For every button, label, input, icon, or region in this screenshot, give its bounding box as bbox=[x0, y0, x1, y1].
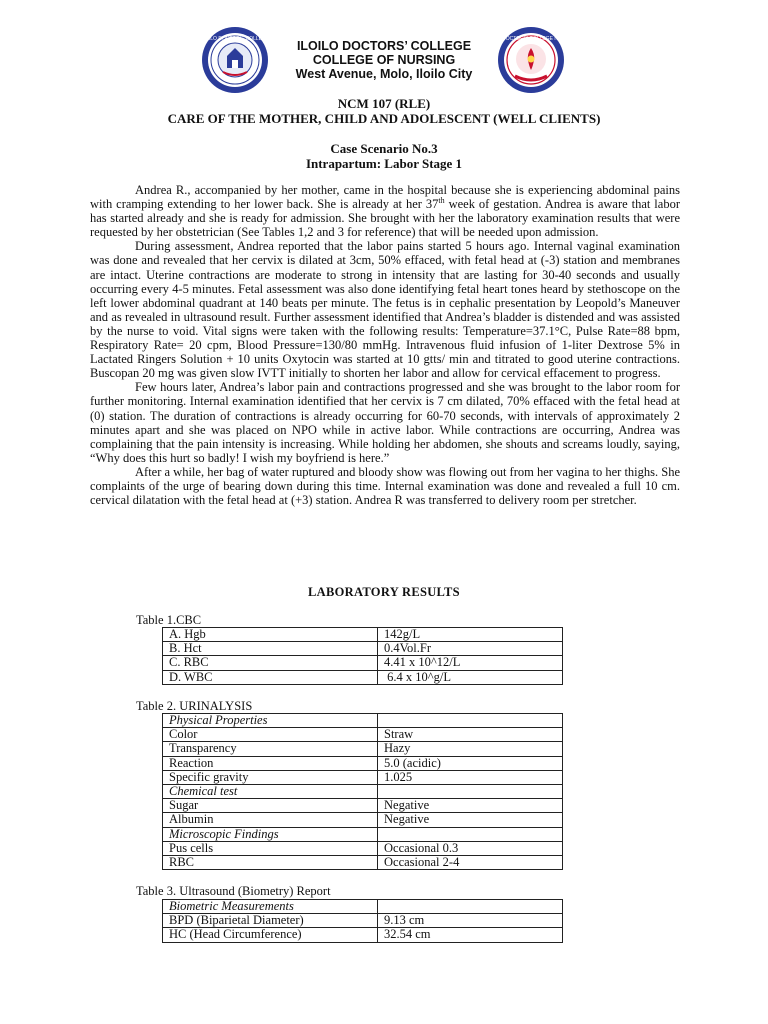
case-number: Case Scenario No.3 bbox=[330, 141, 438, 156]
value-cell: Occasional 0.3 bbox=[378, 841, 563, 855]
table-row bbox=[163, 914, 563, 928]
college-address: West Avenue, Molo, Iloilo City bbox=[295, 67, 473, 81]
label-cell: Albumin bbox=[163, 813, 378, 827]
case-title: Intrapartum: Labor Stage 1 bbox=[305, 156, 463, 171]
seal-text: ILOILO DOCTORS' COLLEGE NURSING bbox=[484, 36, 578, 42]
table-row bbox=[163, 742, 563, 756]
table-row bbox=[163, 799, 563, 813]
value-cell: 1.025 bbox=[378, 770, 563, 784]
table-1-caption: Table 1.CBC bbox=[136, 613, 202, 627]
case-narrative bbox=[90, 183, 680, 507]
label-cell: RBC bbox=[163, 855, 378, 869]
value-cell bbox=[378, 714, 563, 728]
label-cell: Color bbox=[163, 728, 378, 742]
table-row bbox=[163, 628, 563, 642]
label-cell: C. RBC bbox=[163, 656, 378, 670]
label-cell: Reaction bbox=[163, 756, 378, 770]
value-cell: 4.41 x 10^12/L bbox=[378, 656, 563, 670]
value-cell: 6.4 x 10^g/L bbox=[378, 670, 563, 684]
table-row bbox=[163, 714, 563, 728]
laboratory-results-heading: LABORATORY RESULTS bbox=[308, 585, 460, 599]
value-cell bbox=[378, 784, 563, 798]
paragraph-2: During assessment, Andrea reported that the labor pains started 5 hours ago. Internal vaginal examination was done and revealed that her cervix is dilated at 3cm, 50% effaced, with fetal head at (-3) station and membranes are intact. Uterine contractions are moderate to strong in intensity that are lasting for 30-40 seconds and usually occurring every 4-5 minutes. Fetal assessment was also done identifying fetal heart tones heard by stethoscope on the left lower abdominal quadrant at 140 beats per minute. The fetus is in cephalic presentation by Leopold’s Maneuver and as revealed in ultrasound result. Further assessment identified that Andrea’s bladder is distended and was assisted by the nurse to void. Vital signs were taken with the following results: Temperature=37.1°C, Pulse Rate=88 bpm, Respiratory Rate= 20 cpm, Blood Pressure=130/80 mmHg. Intravenous fluid infusion of 1-liter Dextrose 5% in Lactated Ringers Solution + 10 units Oxytocin was started at 10 gtts/ min and titrated to good uterine contractions. Buscopan 20 mg was given slow IVTT initially to shorten her labor and allow for cervical effacement to progress. bbox=[90, 239, 680, 381]
table-row bbox=[163, 928, 563, 942]
paragraph-1-part-a: Andrea R., accompanied by her mother, came in the hospital because she is experiencing abdominal pains with cramping extending to her lower back. She is already at her 37 bbox=[90, 183, 680, 212]
table-row bbox=[163, 855, 563, 869]
label-cell: B. Hct bbox=[163, 642, 378, 656]
urinalysis-table bbox=[162, 713, 563, 870]
label-cell: HC (Head Circumference) bbox=[163, 928, 378, 942]
value-cell: Straw bbox=[378, 728, 563, 742]
value-cell: Occasional 2-4 bbox=[378, 855, 563, 869]
table-row bbox=[163, 770, 563, 784]
table-row bbox=[163, 756, 563, 770]
value-cell bbox=[378, 827, 563, 841]
paragraph-1 bbox=[90, 183, 680, 239]
cbc-table bbox=[162, 627, 563, 685]
table-row bbox=[163, 728, 563, 742]
table-2-caption: Table 2. URINALYSIS bbox=[136, 699, 253, 713]
section-label-cell: Chemical test bbox=[163, 784, 378, 798]
value-cell: 0.4Vol.Fr bbox=[378, 642, 563, 656]
label-cell: D. WBC bbox=[163, 670, 378, 684]
college-name: ILOILO DOCTORS’ COLLEGE bbox=[296, 39, 472, 53]
ultrasound-table bbox=[162, 899, 563, 943]
label-cell: Transparency bbox=[163, 742, 378, 756]
paragraph-4: After a while, her bag of water ruptured and bloody show was flowing out from her vagina to her thighs. She complaints of the urge of bearing down during this time. Internal examination was done and revealed a full 10 cm. cervical dilatation with the fetal head at (+3) station. Andrea R was transferred to delivery room per stretcher. bbox=[90, 464, 681, 508]
value-cell: 32.54 cm bbox=[378, 928, 563, 942]
table-row bbox=[163, 642, 563, 656]
paragraph-1-part-b: week of gestation. Andrea is aware that labor has started already and she is ready for admission. She brought with her the laboratory examination results that were requested by her obstetrician (See Tables 1,2 and 3 for reference) that will be needed upon admission. bbox=[90, 197, 680, 240]
value-cell: 9.13 cm bbox=[378, 914, 563, 928]
label-cell: Specific gravity bbox=[163, 770, 378, 784]
ordinal-suffix: th bbox=[438, 195, 445, 205]
label-cell: Pus cells bbox=[163, 841, 378, 855]
paragraph-3: Few hours later, Andrea’s labor pain and contractions progressed and she was brought to the labor room for further monitoring. Internal examination identified that her cervix is 7 cm dilated, 70% effaced with the fetal head at (0) station. The duration of contractions is already occurring for 60-70 seconds, with intervals of approximately 2 minutes apart and she was placed on NPO while in active labor. While contractions are occurring, Andrea was complaining that the pain intensity is increasing. While holding her abdomen, she shouts and screams loudly, saying, “Why does this hurt so badly! I wish my boyfriend is here.” bbox=[90, 380, 680, 465]
section-label-cell: Microscopic Findings bbox=[163, 827, 378, 841]
value-cell: 5.0 (acidic) bbox=[378, 756, 563, 770]
course-title: CARE OF THE MOTHER, CHILD AND ADOLESCENT (WELL CLIENTS) bbox=[167, 111, 601, 126]
seal-text: ILOILO DOCTORS' COLLEGE bbox=[200, 36, 270, 42]
table-row bbox=[163, 784, 563, 798]
table-row bbox=[163, 656, 563, 670]
table-row bbox=[163, 841, 563, 855]
table-row bbox=[163, 827, 563, 841]
label-cell: A. Hgb bbox=[163, 628, 378, 642]
value-cell: Hazy bbox=[378, 742, 563, 756]
value-cell bbox=[378, 900, 563, 914]
value-cell: Negative bbox=[378, 813, 563, 827]
table-3-caption: Table 3. Ultrasound (Biometry) Report bbox=[136, 884, 331, 898]
table-row bbox=[163, 813, 563, 827]
section-label-cell: Physical Properties bbox=[163, 714, 378, 728]
section-label-cell: Biometric Measurements bbox=[163, 900, 378, 914]
value-cell: 142g/L bbox=[378, 628, 563, 642]
course-code: NCM 107 (RLE) bbox=[337, 96, 431, 111]
table-row bbox=[163, 670, 563, 684]
label-cell: Sugar bbox=[163, 799, 378, 813]
label-cell: BPD (Biparietal Diameter) bbox=[163, 914, 378, 928]
table-row bbox=[163, 900, 563, 914]
value-cell: Negative bbox=[378, 799, 563, 813]
department-name: COLLEGE OF NURSING bbox=[312, 53, 456, 67]
